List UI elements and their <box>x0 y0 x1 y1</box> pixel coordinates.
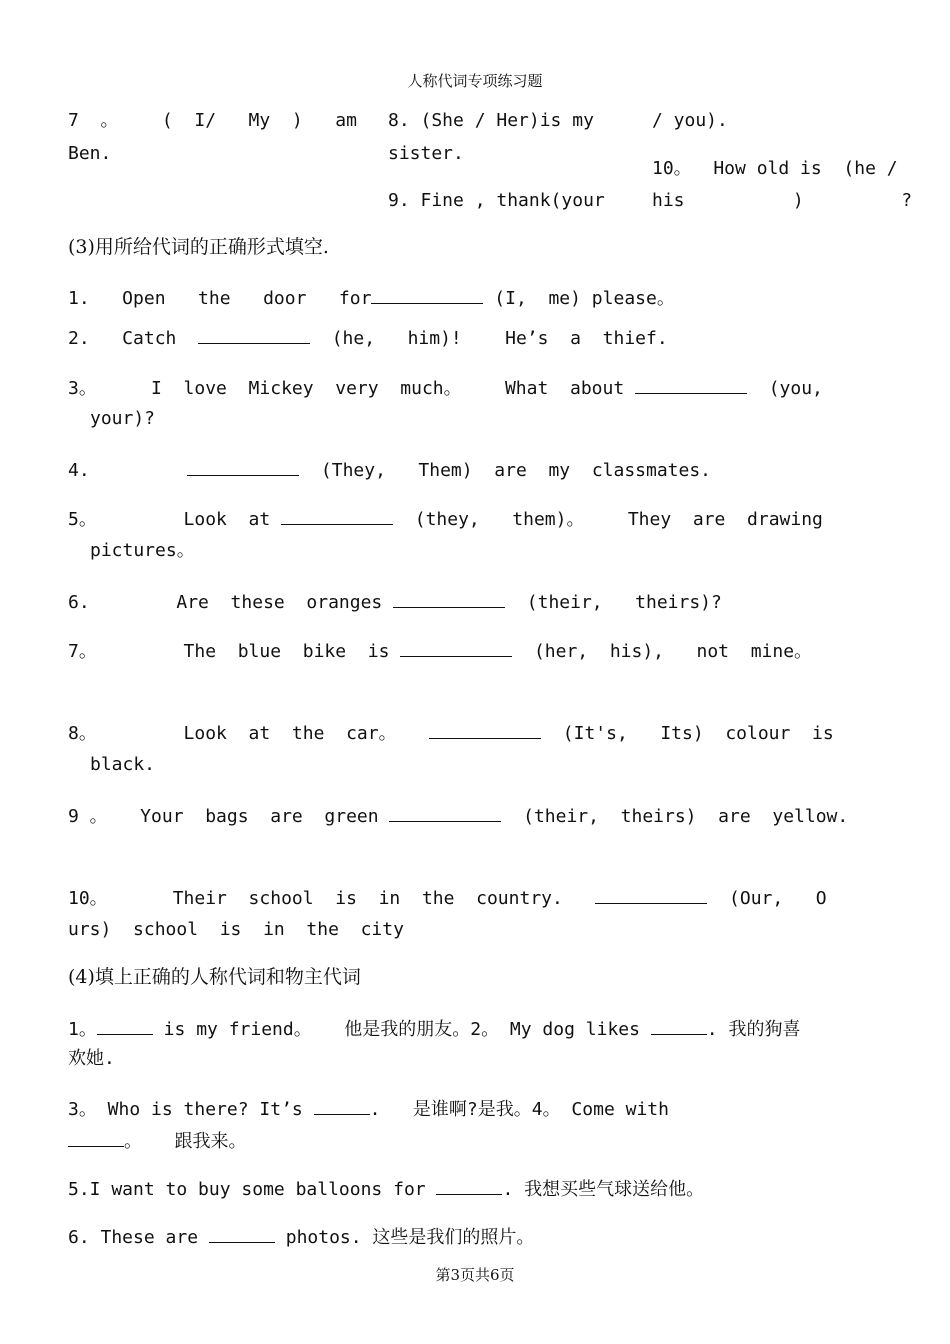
q9-line1: 9. Fine , thank(your <box>388 190 605 211</box>
answer-blank[interactable] <box>429 720 541 739</box>
section3-heading: (3)用所给代词的正确形式填空. <box>68 236 329 258</box>
s3-item-9: 9 。 Your bags are green (their, theirs) are yellow. <box>68 803 848 828</box>
answer-blank[interactable] <box>209 1224 275 1243</box>
q10-line1: 10。 How old is (he / <box>652 158 898 179</box>
s3-item-4: 4. (They, Them) are my classmates. <box>68 457 711 482</box>
s3-item-8-cont: black. <box>90 754 156 775</box>
s4-line-1: 1。 is my friend。 他是我的朋友。2。 My dog likes . 我的狗喜 <box>68 1016 800 1041</box>
s3-item-10: 10。 Their school is in the country. (Our, O <box>68 885 827 910</box>
s4-line-3: 3。 Who is there? It’s . 是谁啊?是我。4。 Come with <box>68 1096 669 1121</box>
answer-blank[interactable] <box>651 1016 707 1035</box>
answer-blank[interactable] <box>393 589 505 608</box>
s3-item-7: 7。 The blue bike is (her, his), not mine。 <box>68 638 812 663</box>
s4-line-6: 6. These are photos. 这些是我们的照片。 <box>68 1224 534 1249</box>
answer-blank[interactable] <box>68 1128 124 1147</box>
s3-item-8: 8。 Look at the car。 (It's, Its) colour is <box>68 720 834 745</box>
q-tail: / you). <box>652 110 728 131</box>
page-title: 人称代词专项练习题 <box>407 72 543 90</box>
s4-line-4: 。 跟我来。 <box>68 1128 247 1153</box>
answer-blank[interactable] <box>371 285 483 304</box>
q8-line1: 8. (She / Her)is my <box>388 110 594 131</box>
answer-blank[interactable] <box>97 1016 153 1035</box>
q7-line1: 7 。 ( I/ My ) am <box>68 110 357 131</box>
page-footer: 第3页共6页 <box>435 1266 515 1284</box>
s3-item-3: 3。 I love Mickey very much。 What about (you, <box>68 375 823 400</box>
answer-blank[interactable] <box>635 375 747 394</box>
s3-item-6: 6. Are these oranges (their, theirs)? <box>68 589 722 614</box>
s3-item-5-cont: pictures。 <box>90 540 195 561</box>
answer-blank[interactable] <box>595 885 707 904</box>
q7-line2: Ben. <box>68 143 112 164</box>
section4-heading: (4)填上正确的人称代词和物主代词 <box>68 966 361 988</box>
s3-item-10-cont: urs) school is in the city <box>68 919 404 940</box>
q8-line2: sister. <box>388 143 464 164</box>
answer-blank[interactable] <box>400 638 512 657</box>
s3-item-3-cont: your)? <box>90 408 156 429</box>
s4-line-5: 5.I want to buy some balloons for . 我想买些气球送给他。 <box>68 1176 704 1201</box>
answer-blank[interactable] <box>436 1176 502 1195</box>
answer-blank[interactable] <box>389 803 501 822</box>
answer-blank[interactable] <box>314 1096 370 1115</box>
s3-item-1: 1. Open the door for (I, me) please。 <box>68 285 675 310</box>
answer-blank[interactable] <box>198 325 310 344</box>
q10-line2: his ) ? <box>652 190 913 211</box>
answer-blank[interactable] <box>187 457 299 476</box>
s4-line-2: 欢她. <box>68 1048 115 1069</box>
s3-item-2: 2. Catch (he, him)! He’s a thief. <box>68 325 668 350</box>
s3-item-5: 5。 Look at (they, them)。 They are drawing <box>68 506 823 531</box>
answer-blank[interactable] <box>281 506 393 525</box>
